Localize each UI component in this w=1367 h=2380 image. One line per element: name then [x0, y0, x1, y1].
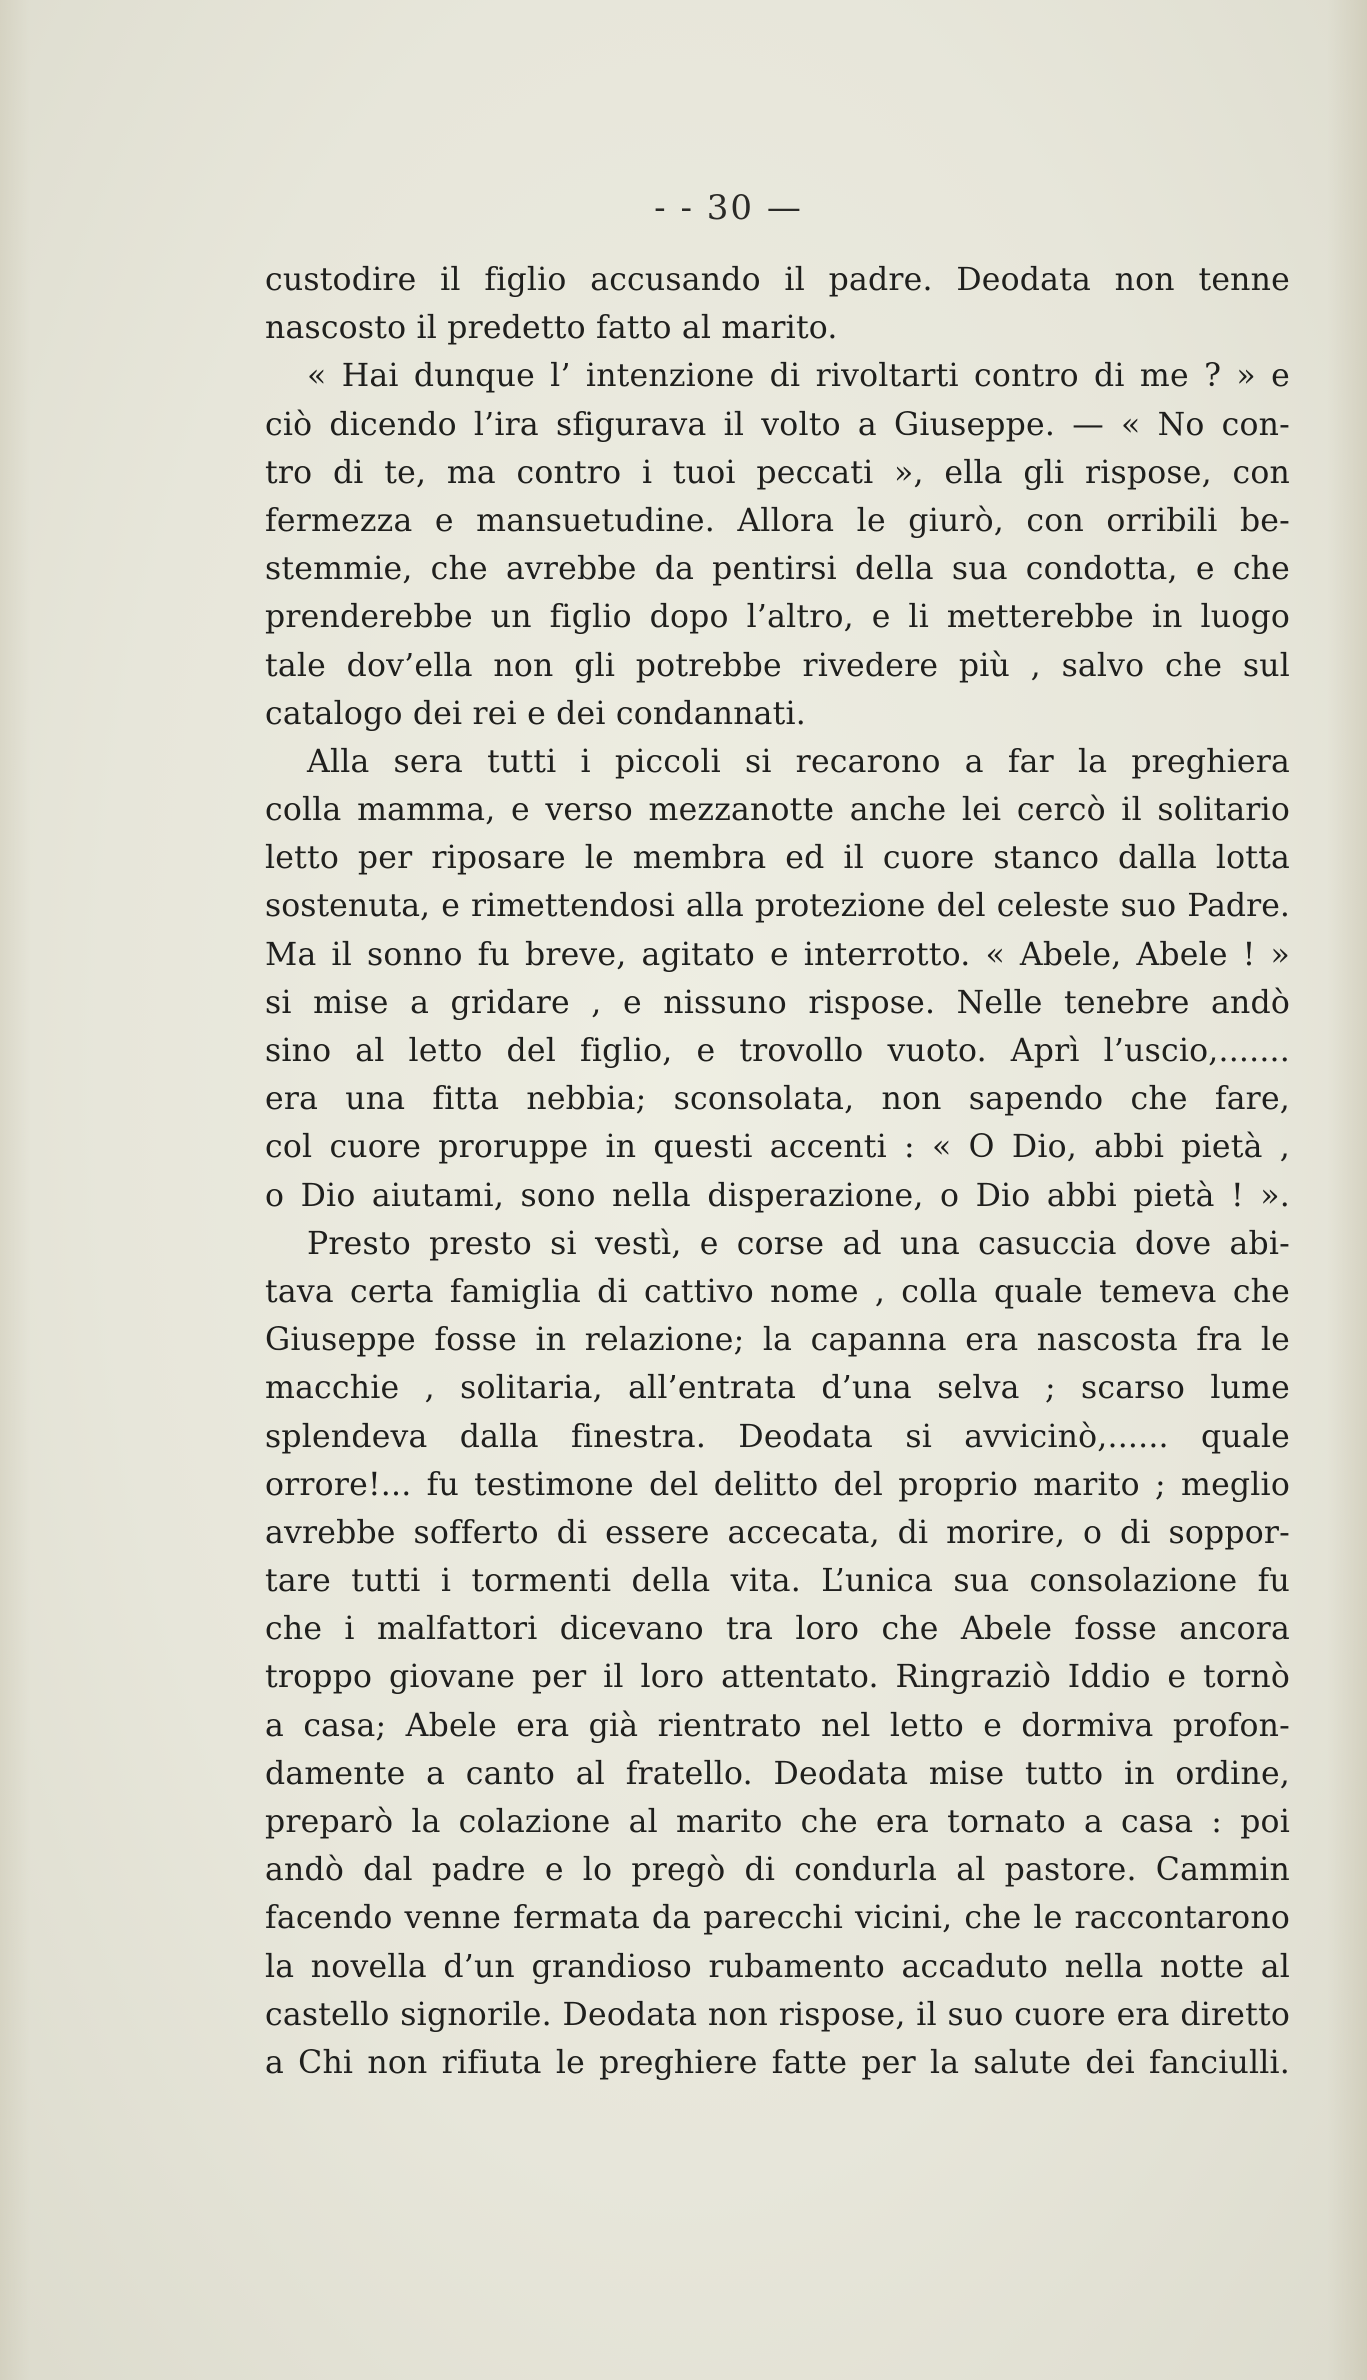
text-line: orrore!... fu testimone del delitto del proprio marito ; meglio	[265, 1466, 1290, 1503]
text-line: letto per riposare le membra ed il cuore stanco dalla lotta	[265, 840, 1290, 877]
text-line: stemmie, che avrebbe da pentirsi della sua condotta, e che	[265, 551, 1290, 588]
text-line: tare tutti i tormenti della vita. L’unica sua consolazione fu	[265, 1563, 1290, 1600]
page-shadow-right	[1327, 0, 1367, 2380]
text-line: tava certa famiglia di cattivo nome , colla quale temeva che	[265, 1273, 1290, 1310]
text-line: a casa; Abele era già rientrato nel letto e dormiva profon-	[265, 1707, 1290, 1744]
text-line: macchie , solitaria, all’entrata d’una selva ; scarso lume	[265, 1370, 1290, 1407]
text-line: colla mamma, e verso mezzanotte anche lei cercò il solitario	[265, 792, 1290, 829]
text-line: « Hai dunque l’ intenzione di rivoltarti contro di me ? » e	[307, 358, 1290, 395]
text-line: avrebbe sofferto di essere accecata, di morire, o di soppor-	[265, 1514, 1290, 1551]
text-line: sino al letto del figlio, e trovollo vuoto. Aprì l’uscio,.......	[265, 1033, 1290, 1069]
text-line: a Chi non rifiuta le preghiere fatte per la salute dei fanciulli.	[265, 2044, 1290, 2081]
text-line: prenderebbe un figlio dopo l’altro, e li metterebbe in luogo	[265, 599, 1290, 636]
text-line: nascosto il predetto fatto al marito.	[265, 310, 838, 347]
text-line: facendo venne fermata da parecchi vicini, che le raccontarono	[265, 1900, 1290, 1937]
text-line: ciò dicendo l’ira sfigurava il volto a Giuseppe. — « No con-	[265, 406, 1290, 443]
text-line: troppo giovane per il loro attentato. Ringraziò Iddio e tornò	[265, 1659, 1290, 1696]
text-line: Giuseppe fosse in relazione; la capanna era nascosta fra le	[265, 1322, 1290, 1359]
text-line: o Dio aiutami, sono nella disperazione, o Dio abbi pietà ! ».	[265, 1177, 1290, 1214]
text-line: andò dal padre e lo pregò di condurla al pastore. Cammin	[265, 1852, 1290, 1889]
text-line: castello signorile. Deodata non rispose, il suo cuore era diretto	[265, 1996, 1290, 2033]
page-number: - - 30 —	[654, 188, 803, 228]
text-line: preparò la colazione al marito che era tornato a casa : poi	[265, 1804, 1290, 1840]
text-line: Ma il sonno fu breve, agitato e interrotto. « Abele, Abele ! »	[265, 936, 1290, 973]
text-line: fermezza e mansuetudine. Allora le giurò, con orribili be-	[265, 502, 1290, 539]
text-line: era una fitta nebbia; sconsolata, non sapendo che fare,	[265, 1081, 1290, 1118]
text-line: catalogo dei rei e dei condannati.	[265, 695, 807, 732]
text-line: col cuore proruppe in questi accenti : « O Dio, abbi pietà ,	[265, 1129, 1290, 1166]
text-line: sostenuta, e rimettendosi alla protezione del celeste suo Padre.	[265, 888, 1290, 925]
text-line: custodire il figlio accusando il padre. Deodata non tenne	[265, 262, 1290, 298]
text-line: tro di te, ma contro i tuoi peccati », ella gli rispose, con	[265, 454, 1290, 491]
text-line: la novella d’un grandioso rubamento accaduto nella notte al	[265, 1948, 1290, 1985]
text-line: damente a canto al fratello. Deodata mise tutto in ordine,	[265, 1755, 1290, 1792]
page-shadow-left	[0, 0, 30, 2380]
text-line: tale dov’ella non gli potrebbe rivedere più , salvo che sul	[265, 647, 1290, 684]
body-text	[265, 256, 1290, 2087]
text-line: splendeva dalla finestra. Deodata si avvicinò,...... quale	[265, 1418, 1290, 1455]
text-line: che i malfattori dicevano tra loro che Abele fosse ancora	[265, 1611, 1290, 1648]
text-line: Presto presto si vestì, e corse ad una casuccia dove abi-	[307, 1225, 1290, 1262]
text-line: Alla sera tutti i piccoli si recarono a far la preghiera	[307, 743, 1290, 780]
text-line: si mise a gridare , e nissuno rispose. Nelle tenebre andò	[265, 984, 1290, 1021]
